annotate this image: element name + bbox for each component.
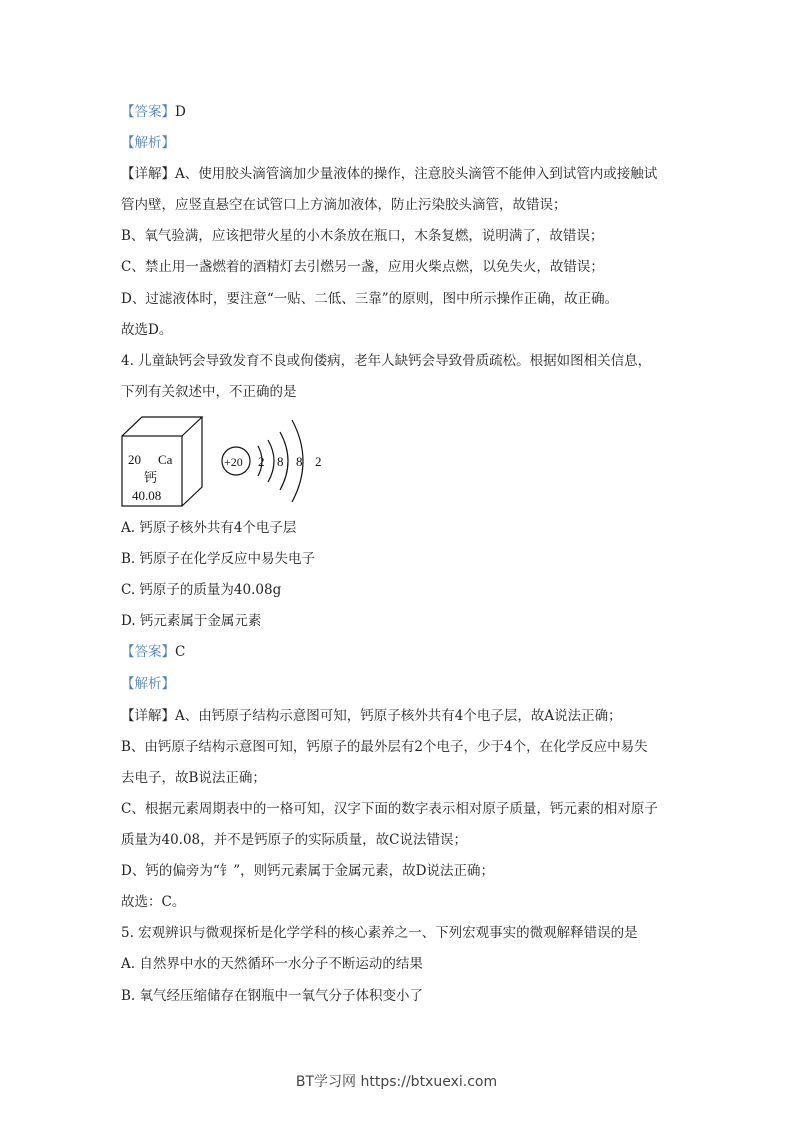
- answer-value: D: [175, 104, 186, 120]
- q4-conclusion: 故选：C。: [121, 894, 186, 910]
- answer-label: 【答案】: [121, 644, 175, 660]
- q3-detail-line: D、过滤液体时，要注意“一贴、二低、三靠”的原则，图中所示操作正确，故正确。: [121, 291, 619, 307]
- q3-analysis-label: 【解析】: [121, 135, 175, 151]
- nucleus-charge: +20: [224, 455, 243, 469]
- q4-option-a: A. 钙原子核外共有4个电子层: [121, 520, 297, 536]
- q4-detail-line: 去电子，故B说法正确；: [121, 770, 266, 786]
- q3-detail-line: B、氧气验满，应该把带火星的小木条放在瓶口，木条复燃，说明满了，故错误；: [121, 228, 604, 244]
- q4-option-d: D. 钙元素属于金属元素: [121, 613, 262, 629]
- q3-conclusion: 故选D。: [121, 322, 173, 338]
- shell-2: 8: [277, 454, 284, 469]
- q4-detail-line: C、根据元素周期表中的一格可知，汉字下面的数字表示相对原子质量，钙元素的相对原子: [121, 801, 658, 817]
- q5-option-b: B. 氧气经压缩储存在钢瓶中一氧气分子体积变小了: [121, 988, 424, 1004]
- answer-label: 【答案】: [121, 104, 175, 120]
- q4-stem: 下列有关叙述中，不正确的是: [121, 384, 297, 400]
- q4-detail-line: D、钙的偏旁为“钅”，则钙元素属于金属元素，故D说法正确；: [121, 863, 494, 879]
- shell-1: 2: [258, 454, 265, 469]
- q4-option-c: C. 钙原子的质量为40.08g: [121, 582, 282, 598]
- answer-value: C: [175, 644, 186, 660]
- q3-detail-line: [121, 165, 657, 183]
- q3-answer: [121, 103, 186, 121]
- shell-4: 2: [315, 454, 322, 469]
- q5-option-a: A. 自然界中水的天然循环一水分子不断运动的结果: [121, 956, 423, 972]
- shell-3: 8: [296, 454, 303, 469]
- atomic-mass: 40.08: [132, 488, 162, 503]
- q3-detail-line: C、禁止用一盏燃着的酒精灯去引燃另一盏，应用火柴点燃，以免失火，故错误；: [121, 259, 604, 275]
- q4-detail-line: [121, 707, 622, 725]
- detail-label: 【详解】: [121, 708, 175, 724]
- detail-label: 【详解】: [121, 166, 175, 182]
- q4-option-b: B. 钙原子在化学反应中易失电子: [121, 551, 316, 567]
- q4-answer: [121, 643, 185, 661]
- q4-stem: 4. 儿童缺钙会导致发育不良或佝偻病，老年人缺钙会导致骨质疏松。根据如图相关信息，: [121, 353, 652, 369]
- element-name: 钙: [144, 470, 158, 485]
- footer-watermark: BT学习网 https://btxuexi.com: [295, 1074, 498, 1090]
- q4-detail-line: 质量为40.08，并不是钙原子的实际质量，故C说法错误；: [121, 832, 467, 848]
- detail-text: A、使用胶头滴管滴加少量液体的操作，注意胶头滴管不能伸入到试管内或接触试: [175, 166, 658, 182]
- q4-detail-line: B、由钙原子结构示意图可知，钙原子的最外层有2个电子，少于4个，在化学反应中易失: [121, 739, 648, 755]
- element-cell-and-atom-diagram: [120, 414, 330, 509]
- detail-text: A、由钙原子结构示意图可知，钙原子核外共有4个电子层，故A说法正确；: [175, 708, 622, 724]
- calcium-figure: [120, 414, 330, 513]
- q3-detail-line: 管内壁，应竖直悬空在试管口上方滴加液体，防止污染胶头滴管，故错误；: [121, 197, 567, 213]
- q5-stem: 5. 宏观辨识与微观探析是化学学科的核心素养之一、下列宏观事实的微观解释错误的是: [121, 925, 638, 941]
- atomic-number: 20: [128, 452, 141, 467]
- element-symbol: Ca: [158, 452, 173, 467]
- q4-analysis-label: 【解析】: [121, 676, 175, 692]
